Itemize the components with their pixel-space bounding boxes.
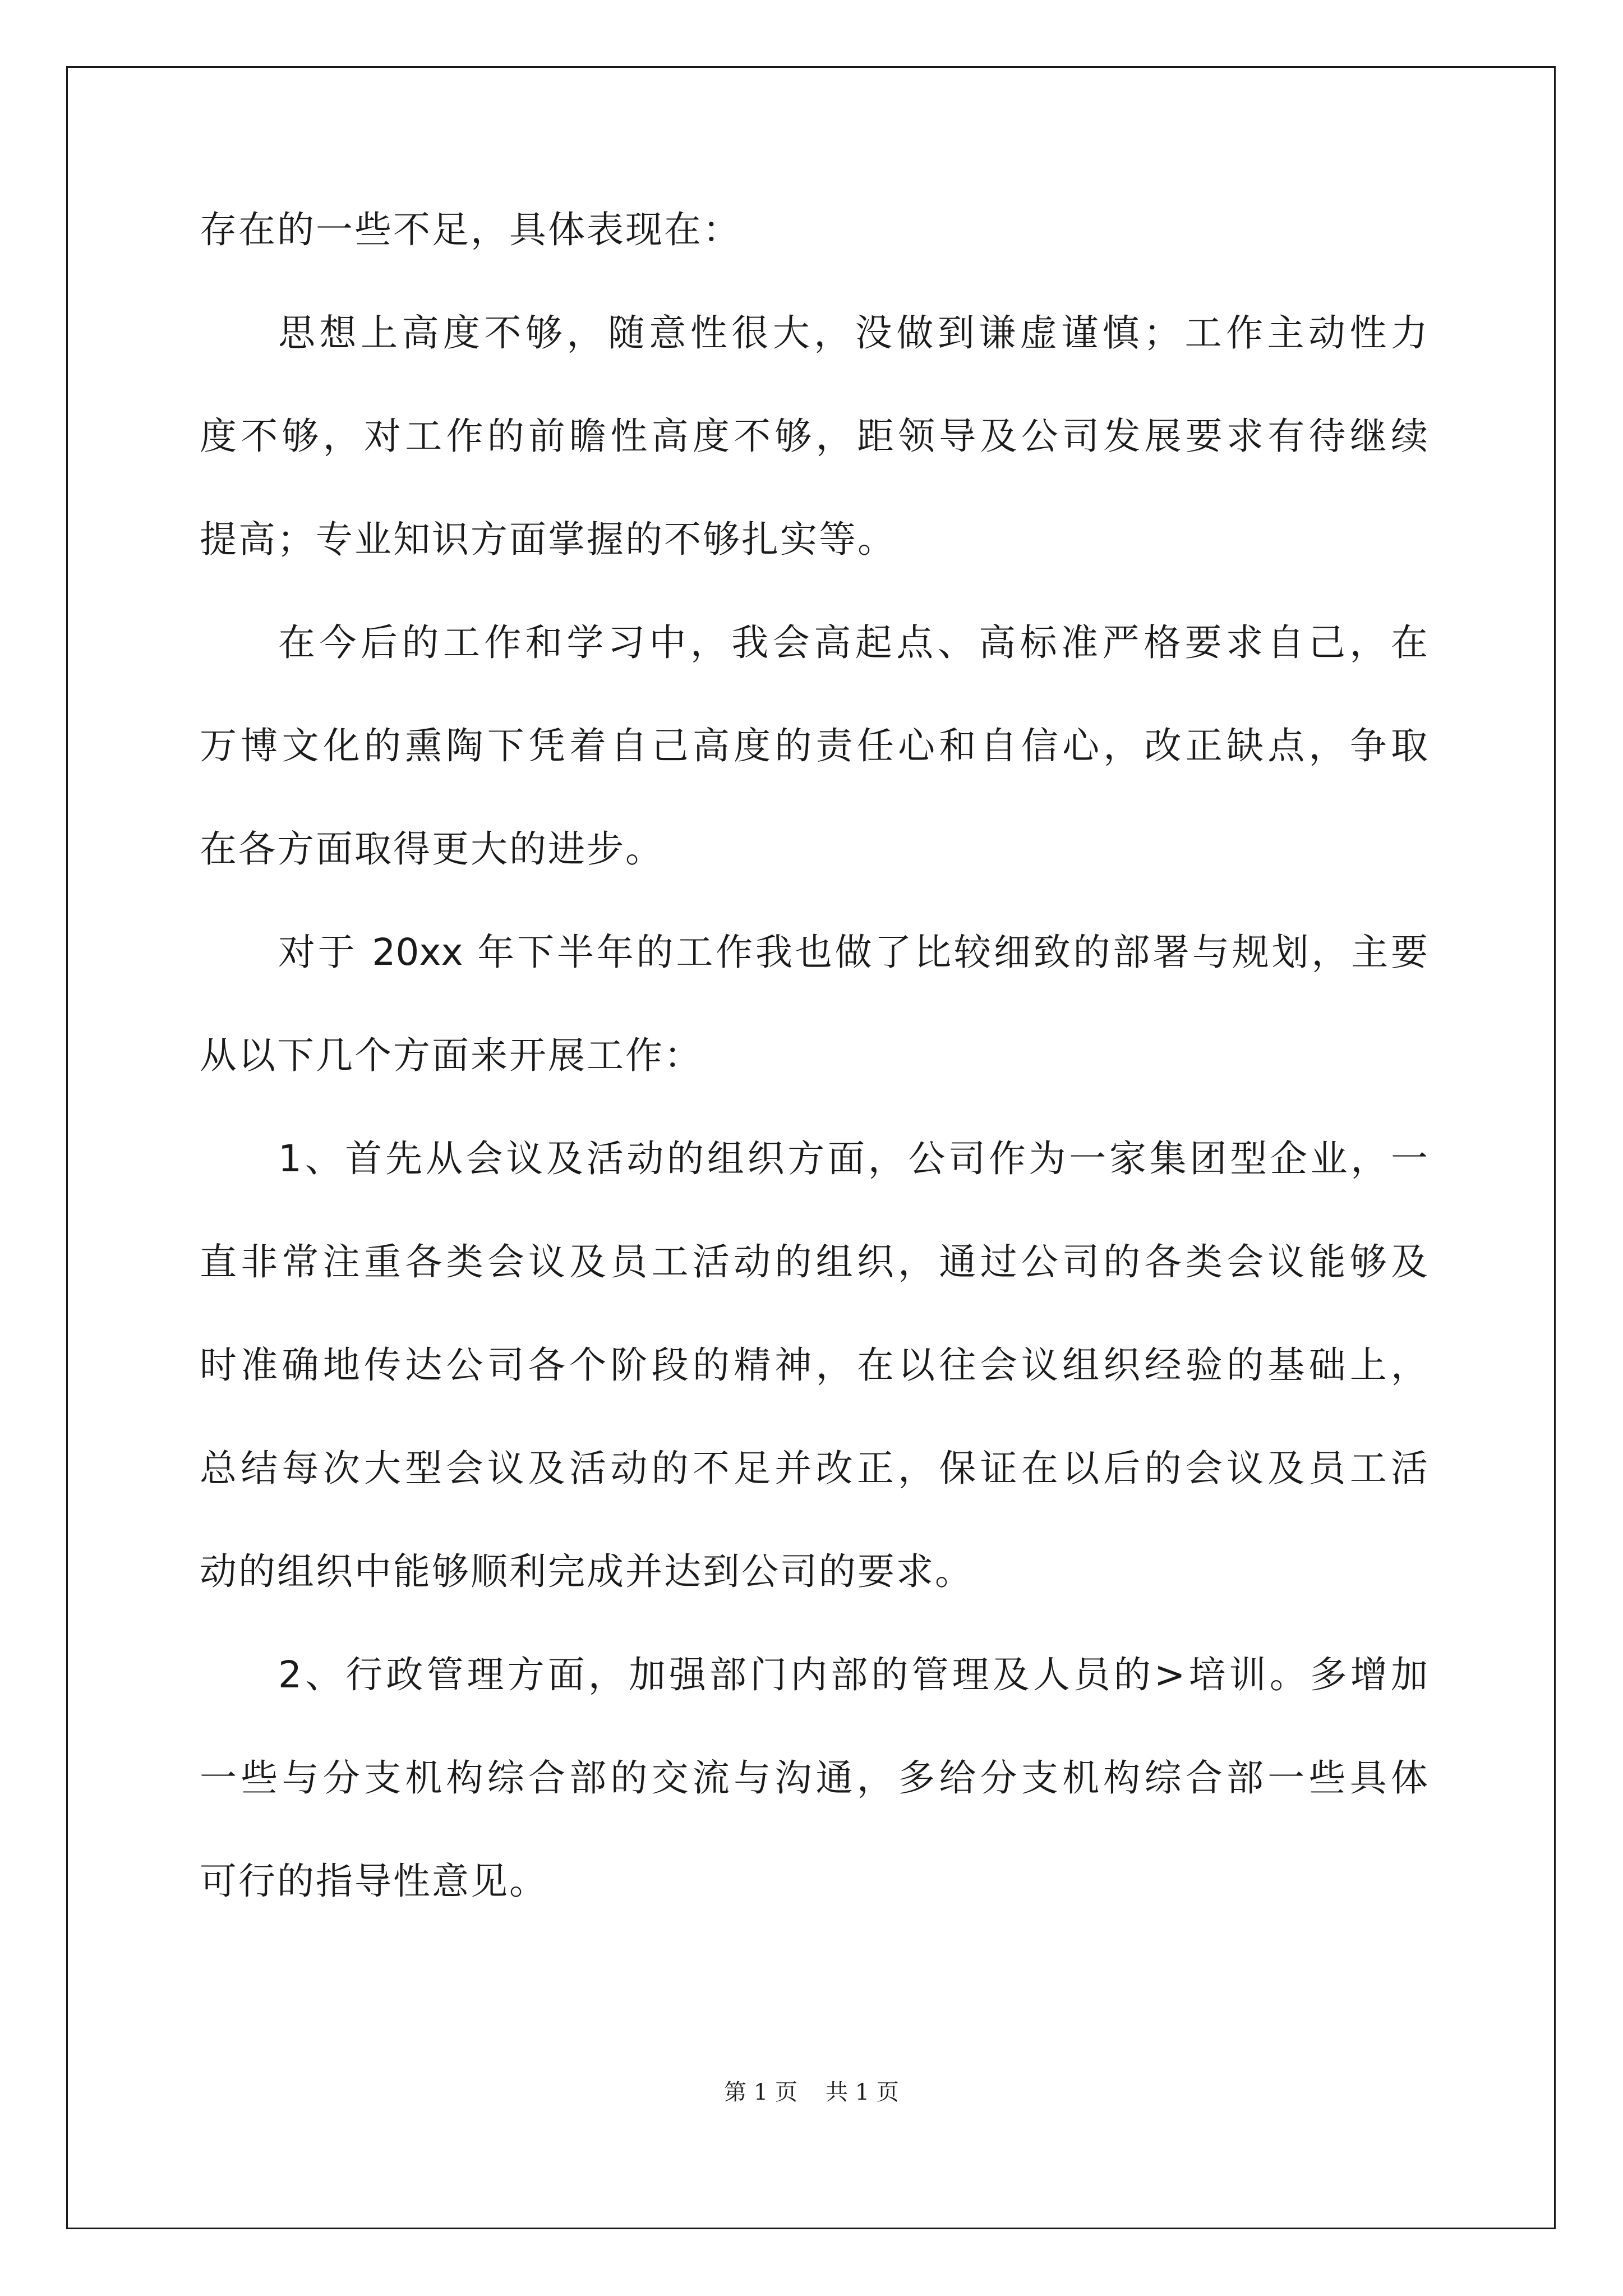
page-number-current: 第 1 页 [724,2079,797,2105]
text-line: 提高；专业知识方面掌握的不够扎实等。 [200,518,896,561]
text-line: 万博文化的熏陶下凭着自己高度的责任心和自信心，改正缺点，争取 [200,724,1428,767]
text-line: 直非常注重各类会议及员工活动的组织，通过公司的各类会议能够及 [200,1240,1428,1283]
text-line: 时准确地传达公司各个阶段的精神，在以往会议组织经验的基础上， [200,1343,1428,1387]
text-line: 一些与分支机构综合部的交流与沟通，多给分支机构综合部一些具体 [200,1756,1428,1800]
paragraph-first-line: 在今后的工作和学习中，我会高起点、高标准严格要求自己，在 [278,621,1428,664]
text-line: 动的组织中能够顺利完成并达到公司的要求。 [200,1550,974,1593]
paragraph-first-line: 思想上高度不够，随意性很大，没做到谦虚谨慎；工作主动性力 [278,311,1428,355]
text-line: 从以下几个方面来开展工作： [200,1034,703,1077]
paragraph-first-line: 对于 20xx 年下半年的工作我也做了比较细致的部署与规划，主要 [278,931,1428,974]
text-line: 存在的一些不足，具体表现在： [200,208,741,251]
page-number-total: 共 1 页 [826,2079,899,2105]
text-line: 总结每次大型会议及活动的不足并改正，保证在以后的会议及员工活 [200,1447,1428,1490]
document-body [200,202,1428,1957]
paragraph-first-line: 2、行政管理方面，加强部门内部的管理及人员的>培训。多增加 [278,1653,1428,1696]
paragraph-first-line: 1、首先从会议及活动的组织方面，公司作为一家集团型企业，一 [278,1137,1428,1180]
text-line: 在各方面取得更大的进步。 [200,827,664,871]
text-line: 可行的指导性意见。 [200,1860,548,1903]
page-footer [0,2076,1623,2109]
text-line: 度不够，对工作的前瞻性高度不够，距领导及公司发展要求有待继续 [200,415,1428,458]
